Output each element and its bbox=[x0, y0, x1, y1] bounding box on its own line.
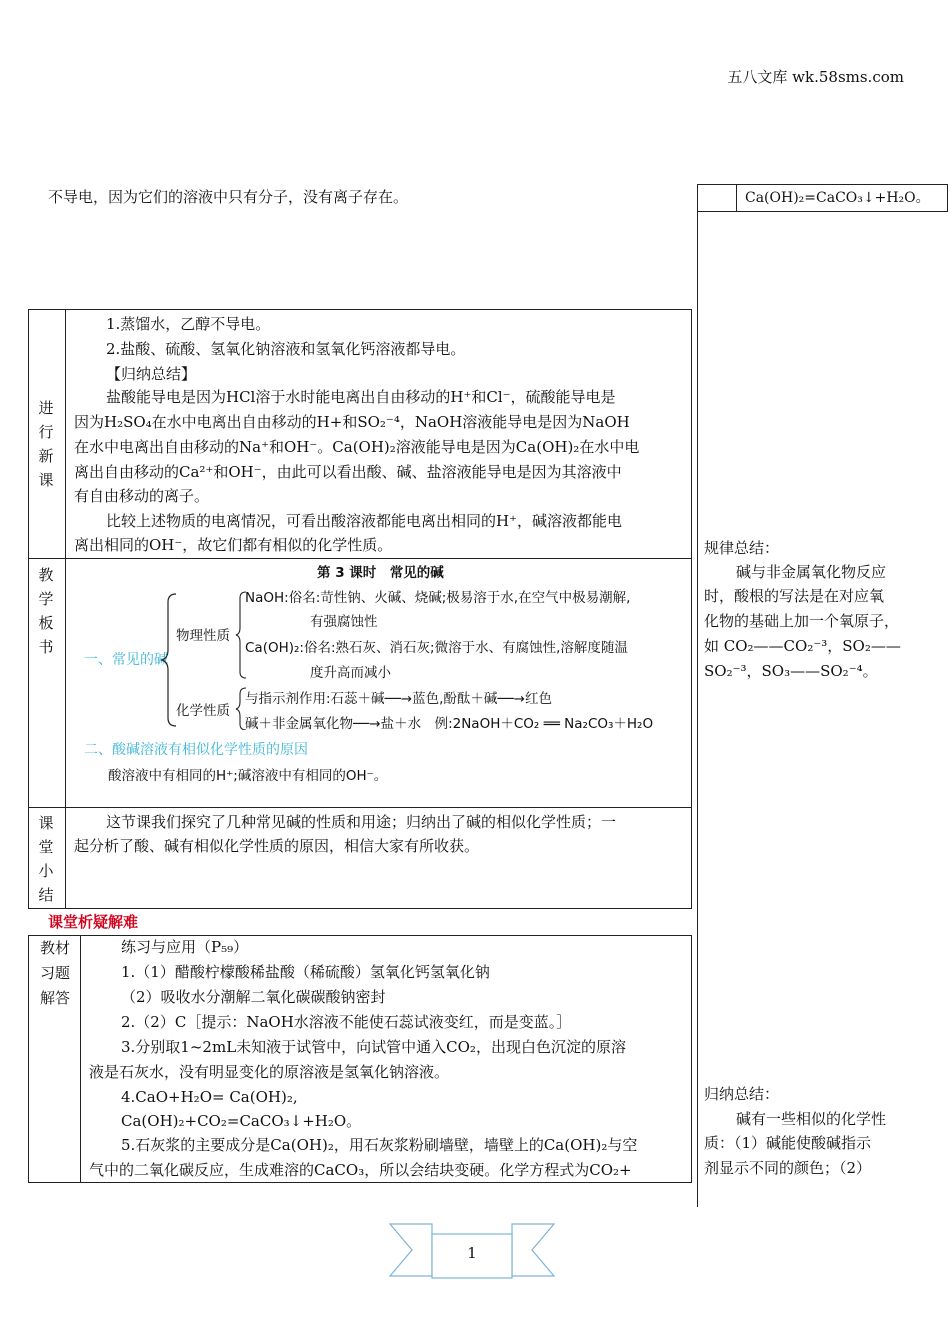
board-branch-2: 二、酸碱溶液有相似化学性质的原因 bbox=[84, 742, 308, 758]
side-rule-line: 时，酸根的写法是在对应氧 bbox=[704, 587, 885, 605]
board-title: 第 3 课时 常见的碱 bbox=[317, 565, 444, 581]
jiaocai-line: 2.（2）C［提示：NaOH水溶液不能使石蕊试液变红，而是变蓝。］ bbox=[121, 1013, 572, 1031]
jinxing-line: 在水中电离出自由移动的Na⁺和OH⁻。Ca(OH)₂溶液能导电是因为Ca(OH)₂在水中电 bbox=[74, 438, 640, 456]
side-sum-line: 碱有一些相似的化学性 bbox=[736, 1110, 887, 1128]
jiaocai-line: 1.（1）醋酸柠檬酸稀盐酸（稀硫酸）氢氧化钙氢氧化钠 bbox=[121, 963, 490, 981]
board-caoh-2: 度升高而减小 bbox=[310, 665, 391, 681]
board-caoh-1: Ca(OH)₂:俗名:熟石灰、消石灰;微溶于水、有腐蚀性,溶解度随温 bbox=[245, 640, 628, 656]
board-naoh-2: 有强腐蚀性 bbox=[310, 614, 378, 630]
xiyi-heading: 课堂析疑解难 bbox=[48, 913, 139, 931]
jiaocai-line: 5.石灰浆的主要成分是Ca(OH)₂，用石灰浆粉刷墙壁，墙壁上的Ca(OH)₂与空 bbox=[121, 1136, 638, 1154]
board-reason: 酸溶液中有相同的H⁺;碱溶液中有相同的OH⁻。 bbox=[108, 768, 388, 784]
page-number: 1 bbox=[467, 1244, 477, 1262]
board-chemical: 化学性质 bbox=[176, 703, 230, 719]
jinxing-line: 因为H₂SO₄在水中电离出自由移动的H+和SO₂⁻⁴，NaOH溶液能导电是因为NaOH bbox=[74, 413, 630, 431]
jiaocai-line: 练习与应用（P₅₉） bbox=[121, 938, 249, 956]
side-sum-line: 剂显示不同的颜色；（2） bbox=[704, 1159, 872, 1177]
jinxing-line: 离出相同的OH⁻，故它们都有相似的化学性质。 bbox=[74, 536, 393, 554]
jiaocai-line: 气中的二氧化碳反应，生成难溶的CaCO₃，所以会结块变硬。化学方程式为CO₂+ bbox=[89, 1161, 632, 1179]
board-naoh-1: NaOH:俗名:苛性钠、火碱、烧碱;极易溶于水,在空气中极易潮解, bbox=[245, 590, 631, 606]
side-sum-title: 归纳总结： bbox=[704, 1085, 780, 1103]
board-branch-1: 一、常见的碱 bbox=[84, 652, 168, 668]
xiaojie-line: 这节课我们探究了几种常见碱的性质和用途；归纳出了碱的相似化学性质；一 bbox=[106, 813, 617, 831]
jiaocai-line: 3.分别取1~2mL未知液于试管中，向试管中通入CO₂，出现白色沉淀的原溶 bbox=[121, 1038, 626, 1056]
jiaocai-line: 4.CaO+H₂O= Ca(OH)₂, bbox=[121, 1088, 298, 1106]
jinxing-line: 离出自由移动的Ca²⁺和OH⁻，由此可以看出酸、碱、盐溶液能导电是因为其溶液中 bbox=[74, 463, 622, 481]
jinxing-line: 2.盐酸、硫酸、氢氧化钠溶液和氢氧化钙溶液都导电。 bbox=[106, 340, 466, 358]
main-brace bbox=[162, 594, 176, 726]
side-divider bbox=[697, 212, 698, 1207]
jinxing-line: 比较上述物质的电离情况，可看出酸溶液都能电离出相同的H⁺，碱溶液都能电 bbox=[106, 512, 623, 530]
jiaocai-line: Ca(OH)₂+CO₂=CaCO₃↓+H₂O。 bbox=[121, 1112, 362, 1130]
board-chem-1: 与指示剂作用:石蕊＋碱──→蓝色,酚酞＋碱──→红色 bbox=[245, 691, 552, 707]
board-chem-2: 碱＋非金属氧化物──→盐＋水 例:2NaOH＋CO₂ ══ Na₂CO₃＋H₂O bbox=[245, 716, 654, 732]
section-label-jinxing: 进 行 新 课 bbox=[38, 399, 54, 489]
section-label-banshu: 教 学 板 书 bbox=[38, 566, 54, 656]
side-rule-title: 规律总结： bbox=[704, 539, 780, 557]
continuation-text: 不导电，因为它们的溶液中只有分子，没有离子存在。 bbox=[48, 188, 409, 206]
jinxing-line: 1.蒸馏水，乙醇不导电。 bbox=[106, 315, 271, 333]
section-label-xiaojie: 课 堂 小 结 bbox=[38, 814, 54, 904]
jinxing-line: 盐酸能导电是因为HCl溶于水时能电离出自由移动的H⁺和Cl⁻，硫酸能导电是 bbox=[106, 388, 616, 406]
side-rule-line: 化物的基础上加一个氧原子， bbox=[704, 612, 900, 630]
side-rule-line: 碱与非金属氧化物反应 bbox=[736, 563, 887, 581]
site-header: 五八文库 wk.58sms.com bbox=[727, 68, 904, 86]
jiaocai-line: （2）吸收水分潮解二氧化碳碳酸钠密封 bbox=[121, 988, 386, 1006]
jinxing-line: 【归纳总结】 bbox=[106, 365, 197, 383]
top-right-formula: Ca(OH)₂=CaCO₃↓+H₂O。 bbox=[745, 190, 930, 206]
jiaocai-line: 液是石灰水，没有明显变化的原溶液是氢氧化钠溶液。 bbox=[89, 1063, 450, 1081]
xiaojie-line: 起分析了酸、碱有相似化学性质的原因，相信大家有所收获。 bbox=[74, 837, 480, 855]
board-physical: 物理性质 bbox=[176, 628, 230, 644]
side-rule-line: SO₂⁻³，SO₃——SO₂⁻⁴。 bbox=[704, 662, 878, 680]
section-label-jiaocai: 教材 习题 解答 bbox=[39, 939, 70, 1007]
side-rule-line: 如 CO₂——CO₂⁻³，SO₂—— bbox=[704, 637, 901, 655]
side-sum-line: 质：（1）碱能使酸碱指示 bbox=[704, 1134, 872, 1152]
jinxing-line: 有自由移动的离子。 bbox=[74, 487, 210, 505]
